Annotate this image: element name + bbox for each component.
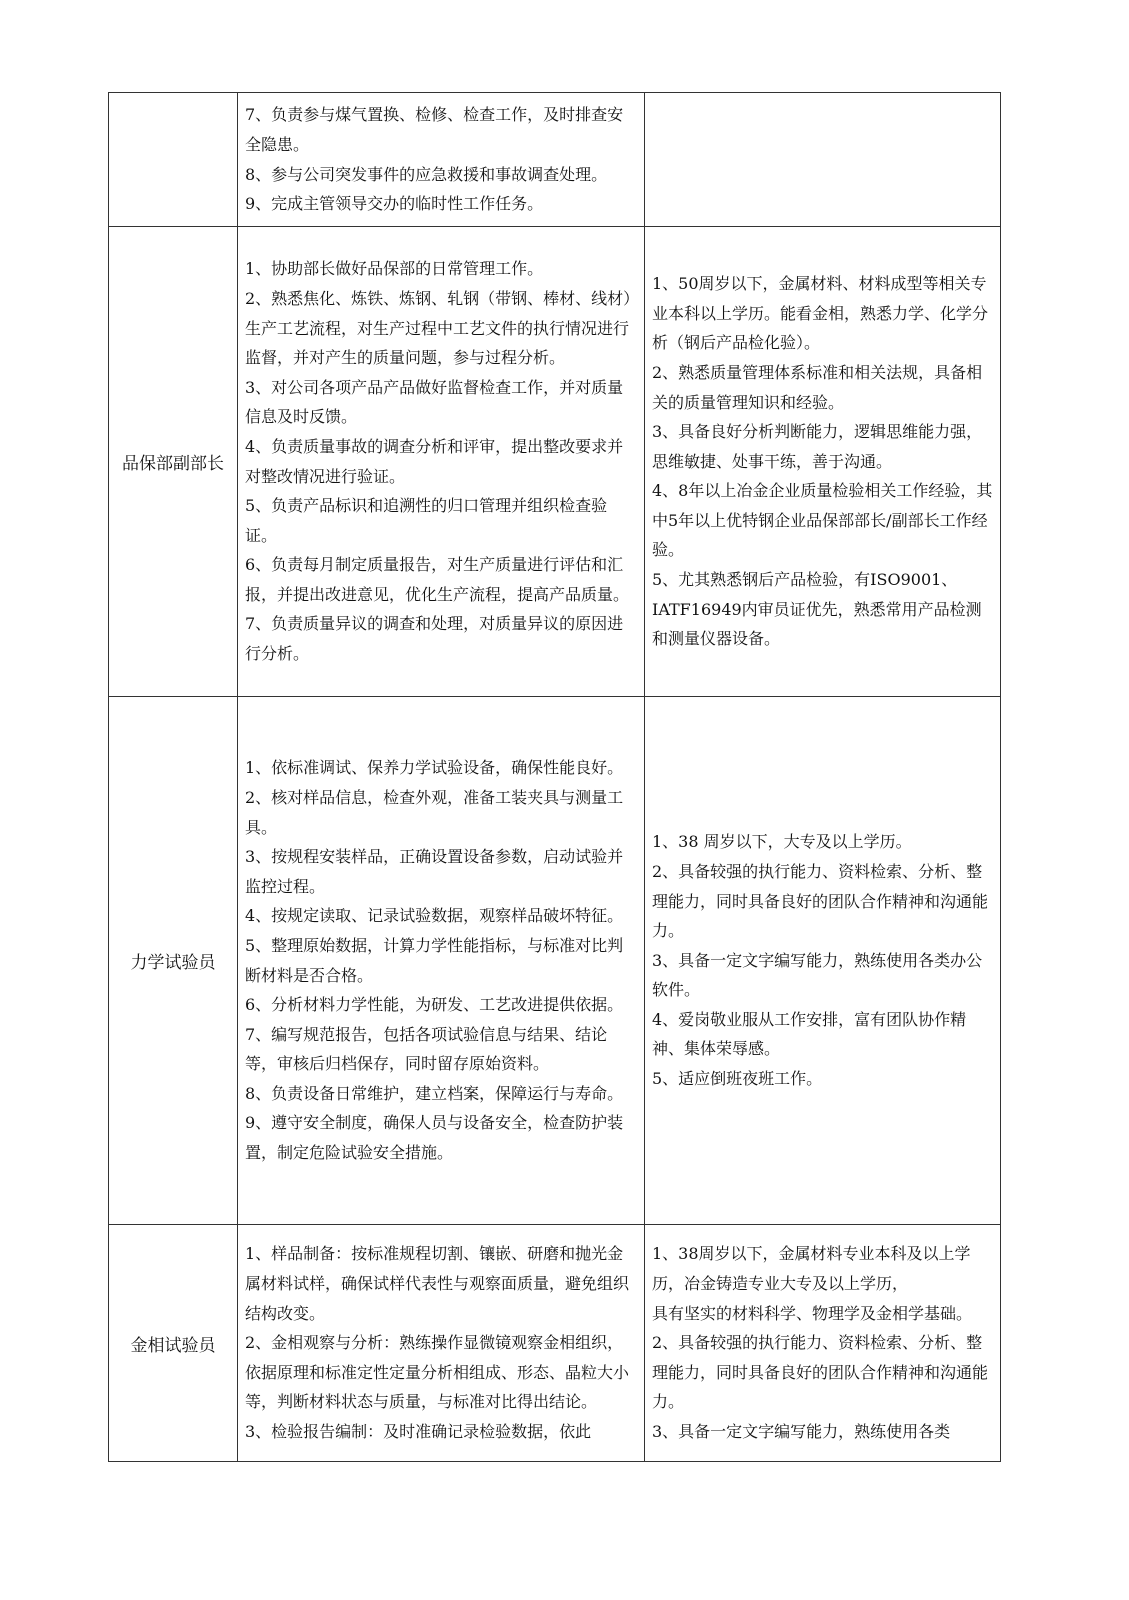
- duty-item: 4、按规定读取、记录试验数据，观察样品破坏特征。: [245, 906, 624, 926]
- duties-cell: [238, 1225, 645, 1462]
- requirement-item: 2、具备较强的执行能力、资料检索、分析、整理能力，同时具备良好的团队合作精神和沟通能力。: [652, 861, 989, 941]
- requirements-cell: [645, 93, 1001, 227]
- duties-cell: [238, 93, 645, 227]
- duty-item: 2、金相观察与分析：熟练操作显微镜观察金相组织，依据原理和标准定性定量分析相组成、形态、晶粒大小等，判断材料状态与质量，与标准对比得出结论。: [245, 1333, 630, 1412]
- duty-item: 2、熟悉焦化、炼铁、炼钢、轧钢（带钢、棒材、线材）生产工艺流程，对生产过程中工艺文件的执行情况进行监督，并对产生的质量问题，参与过程分析。: [245, 288, 632, 368]
- duty-item: 1、样品制备：按标准规程切割、镶嵌、研磨和抛光金属材料试样，确保试样代表性与观察面质量，避免组织结构改变。: [245, 1244, 630, 1323]
- duty-item: 7、负责参与煤气置换、检修、检查工作，及时排查安全隐患。: [245, 105, 624, 154]
- duty-item: 1、协助部长做好品保部的日常管理工作。: [245, 259, 544, 279]
- requirement-item: 5、适应倒班夜班工作。: [652, 1069, 823, 1089]
- duty-item: 7、编写规范报告，包括各项试验信息与结果、结论等，审核后归档保存，同时留存原始资料。: [245, 1024, 608, 1074]
- requirement-item: 3、具备一定文字编写能力，熟练使用各类办公软件。: [652, 950, 983, 1000]
- requirement-item: 具有坚实的材料科学、物理学及金相学基础。: [652, 1303, 973, 1323]
- duty-item: 9、遵守安全制度，确保人员与设备安全，检查防护装置，制定危险试验安全措施。: [245, 1113, 624, 1163]
- requirement-item: 1、38 周岁以下，大专及以上学历。: [652, 832, 912, 852]
- duty-item: 1、依标准调试、保养力学试验设备，确保性能良好。: [245, 758, 624, 778]
- requirement-item: 3、具备一定文字编写能力，熟练使用各类: [652, 1421, 951, 1441]
- duty-item: 3、对公司各项产品产品做好监督检查工作，并对质量信息及时反馈。: [245, 377, 624, 427]
- requirement-item: 1、50周岁以下，金属材料、材料成型等相关专业本科以上学历。能看金相，熟悉力学、化学分析（钢后产品检化验）。: [652, 274, 989, 353]
- duty-item: 8、参与公司突发事件的应急救援和事故调查处理。: [245, 164, 608, 184]
- duties-cell: [238, 227, 645, 697]
- duty-item: 5、整理原始数据，计算力学性能指标，与标准对比判断材料是否合格。: [245, 935, 624, 985]
- duty-item: 9、完成主管领导交办的临时性工作任务。: [245, 194, 544, 214]
- table-row: [109, 1225, 1001, 1462]
- duty-item: 5、负责产品标识和追溯性的归口管理并组织检查验证。: [245, 496, 608, 545]
- position-cell: [109, 227, 238, 697]
- requirement-item: 4、爱岗敬业服从工作安排，富有团队协作精神、集体荣辱感。: [652, 1009, 967, 1059]
- requirement-item: 4、8年以上冶金企业质量检验相关工作经验，其中5年以上优特钢企业品保部部长/副部长工作经验。: [652, 481, 993, 560]
- requirements-cell: [645, 1225, 1001, 1462]
- requirement-item: 3、具备良好分析判断能力，逻辑思维能力强，思维敏捷、处事干练，善于沟通。: [652, 422, 983, 471]
- requirement-item: 5、尤其熟悉钢后产品检验，有ISO9001、IATF16949内审员证优先，熟悉常用产品检测和测量仪器设备。: [652, 570, 982, 649]
- duty-item: 6、负责每月制定质量报告，对生产质量进行评估和汇报，并提出改进意见，优化生产流程，提高产品质量。: [245, 555, 630, 604]
- position-cell: [109, 1225, 238, 1462]
- duty-item: 6、分析材料力学性能，为研发、工艺改进提供依据。: [245, 995, 624, 1015]
- position-name: 力学试验员: [130, 953, 216, 973]
- requirement-item: 1、38周岁以下，金属材料专业本科及以上学历，冶金铸造专业大专及以上学历，: [652, 1244, 971, 1294]
- duty-item: 3、按规程安装样品，正确设置设备参数，启动试验并监控过程。: [245, 847, 624, 896]
- requirements-cell: [645, 227, 1001, 697]
- position-name: 品保部副部长: [122, 454, 224, 474]
- duty-item: 2、核对样品信息，检查外观，准备工装夹具与测量工具。: [245, 787, 624, 837]
- table-row: [109, 93, 1001, 227]
- duty-item: 3、检验报告编制：及时准确记录检验数据，依此: [245, 1421, 592, 1441]
- position-cell: [109, 697, 238, 1225]
- requirements-cell: [645, 697, 1001, 1225]
- duties-cell: [238, 697, 645, 1225]
- table-row: [109, 227, 1001, 697]
- position-name: 金相试验员: [130, 1335, 216, 1356]
- position-cell: [109, 93, 238, 227]
- requirement-item: 2、具备较强的执行能力、资料检索、分析、整理能力，同时具备良好的团队合作精神和沟通能力。: [652, 1333, 989, 1412]
- duty-item: 8、负责设备日常维护，建立档案，保障运行与寿命。: [245, 1083, 624, 1103]
- job-requirements-table: [108, 92, 1001, 1462]
- requirement-item: 2、熟悉质量管理体系标准和相关法规，具备相关的质量管理知识和经验。: [652, 362, 983, 412]
- duty-item: 7、负责质量异议的调查和处理，对质量异议的原因进行分析。: [245, 614, 624, 664]
- table-row: [109, 697, 1001, 1225]
- duty-item: 4、负责质量事故的调查分析和评审，提出整改要求并对整改情况进行验证。: [245, 436, 624, 486]
